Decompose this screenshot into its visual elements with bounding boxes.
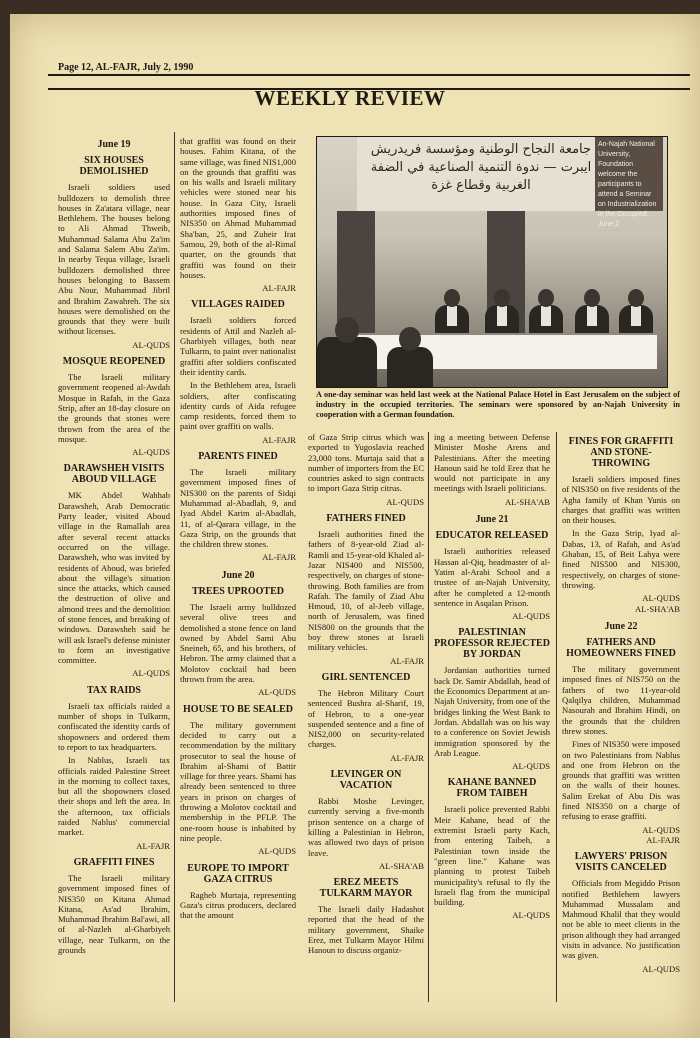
person-foreground xyxy=(317,317,377,388)
paragraph: MK Abdel Wahhab Darawsheh, Arab Democratic Party leader, visited Aboud village in the Ramallah area after several recent attacks occurred on the village. Darawsheh, who was invited by residents of Aboud, was briefed about the village's situation since the attacks, which caused the destruction of olive and almond trees and the demolition of stone fences, and breaking of windows. Darawsheh said he will ask Israel's defense minister to form an investigative committee. xyxy=(58,490,170,666)
paragraph: In Nablus, Israeli tax officials raided Palestine Street in the morning to collect taxes, but all the shopowners closed their shops and left the area. In the afternoon, tax officials raided Nablus' commercial market. xyxy=(58,755,170,838)
paragraph: Israeli soldiers forced residents of Attil and Nazleh al-Gharbiyeh villages, both near Tulkarm, to paint over nationalist graffiti after soldiers confiscated their identity cards. xyxy=(180,315,296,377)
paragraph: Rabbi Moshe Levinger, currently serving a five-month prison sentence on a charge of killing a Palestinian in Hebron, was allowed two days of prison leave. xyxy=(308,796,424,858)
paragraph: Fines of NIS350 were imposed on two Palestinians from Nablus and one from Hebron on the grounds that graffiti was written on the walls of their houses. Salim Erekat of Abu Dis was fined NIS350 on a charge of refusing to erase graffiti. xyxy=(562,739,680,822)
paragraph: Israeli soldiers used bulldozers to demolish three houses in Za'atara village, near Bethlehem. The houses belong to Ali Ahmad Thweib, Muhammad Salama Abu Za'im and Salama Salem Abu Za'im. In nearby Tequa village, Israeli bulldozers demolished three houses belonging to Bassem Abu Nour, Muhammad Jibril and Ibrahim Zawahreh. The six houses were demolished on the grounds that they were built without licenses. xyxy=(58,182,170,337)
paragraph: The Israeli military government reopened al-Awdah Mosque in Rafah, in the Gaza Strip, after an 18-day closure on the grounds that stones were thrown from the area of the mosque. xyxy=(58,372,170,444)
paragraph: that graffiti was found on their houses. Fahim Kitana, of the same village, was fined NIS1,000 on the grounds that graffiti was on his walls and Israeli military vehicles were stoned near his house. In Gaza City, Israeli authorities imposed fines of NIS350 on Ahmad Muhammad Sha'ban, 25, and Zuheir Irat Samou, 29, both of the al-Rimal quarter, on the grounds that graffiti was found on their houses. xyxy=(180,136,296,280)
paragraph: In the Gaza Strip, Iyad al-Dabas, 13, of Rafah, and As'ad Ghaban, 15, of Beit Lahya were fined NIS500 and NIS300, respectively, on charges of stone-throwing. xyxy=(562,528,680,590)
column-rule xyxy=(556,432,557,1002)
headline: KAHANE BANNED FROM TAIBEH xyxy=(447,777,537,800)
headline: FATHERS FINED xyxy=(326,513,406,525)
source-credit: AL-QUDS xyxy=(386,496,424,507)
source-credit: AL-QUDS xyxy=(642,963,680,974)
source-credit: AL-FAJR xyxy=(262,283,296,294)
section-title: WEEKLY REVIEW xyxy=(254,86,446,110)
paragraph: Israeli tax officials raided a number of shops in Tulkarm, confiscated the identity cards of shopowners and ordered them to report to tax headquarters. xyxy=(58,700,170,752)
headline: SIX HOUSES DEMOLISHED xyxy=(79,155,149,178)
source-credit: AL-FAJR xyxy=(136,840,170,851)
paragraph: Jordanian authorities turned back Dr. Samir Abdallah, head of the Economics Department at an-Najah University, from one of the bridges linking the West Bank to Jordan. Abdallah was on his way to a conference on Soviet Jewish immigration sponsored by the Arab League. xyxy=(434,665,550,758)
source-credit: AL-FAJR xyxy=(390,752,424,763)
headline: TAX RAIDS xyxy=(87,684,141,696)
source-credit: AL-QUDS xyxy=(642,593,680,604)
paragraph: Israeli authorities fined the fathers of 8-year-old Ziad al-Ramli and 15-year-old Khaled al-Jazar NIS400 and NIS500, respectively, on charges of stone-throwing. Both families are from Rafah. The family of Ziad Abu Hmoud, 10, of al-Jeeb village, north of Jerusalem, was fined NIS800 on the grounds that the boy threw stones at Israeli military vehicles. xyxy=(308,529,424,653)
arabic-banner-text: جامعة النجاح الوطنية ومؤسسة فريدريش ايبرت — ندوة التنمية الصناعية في الضفة الغربية وقطاع غزة xyxy=(370,142,592,193)
headline: EUROPE TO IMPORT GAZA CITRUS xyxy=(187,862,289,885)
header-rule-top xyxy=(48,74,690,76)
source-credit: AL-QUDS xyxy=(258,687,296,698)
headline: VILLAGES RAIDED xyxy=(191,299,285,311)
paragraph: The Israeli army bulldozed several olive trees and demolished a stone fence on land owned by Abdel Sami Abu Sneineh, 65, and his brothers, of Hebron. The army claimed that a Molotov cocktail had been thrown from the area. xyxy=(180,601,296,685)
headline: MOSQUE REOPENED xyxy=(62,356,166,368)
source-credit: AL-SHA'AB xyxy=(635,603,680,614)
source-credit: AL-FAJR xyxy=(390,655,424,666)
person-foreground xyxy=(387,327,433,388)
headline: FATHERS AND HOMEOWNERS FINED xyxy=(566,637,676,660)
conference-table xyxy=(337,333,657,369)
date-heading: June 21 xyxy=(475,514,509,526)
headline: LAWYERS' PRISON VISITS CANCELED xyxy=(574,851,668,874)
source-credit: AL-QUDS xyxy=(512,761,550,772)
column-5 xyxy=(562,432,680,980)
headline: TREES UPROOTED xyxy=(192,585,284,597)
paragraph: of Gaza Strip citrus which was exported to Yugoslavia reached 23,000 tons. Murtaja said that a number of importers from the EC countries asked to sign contracts to import Gaza Strip citrus. xyxy=(308,432,424,494)
source-credit: AL-QUDS xyxy=(642,824,680,835)
page-header: Page 12, AL-FAJR, July 2, 1990 xyxy=(58,62,194,73)
source-credit: AL-QUDS xyxy=(258,846,296,857)
column-rule xyxy=(174,132,175,1002)
paragraph: Israeli police prevented Rabbi Meir Kahane, head of the extremist Israeli party Kach, from entering Taibeh, a Palestinian town inside the "green line." Kahane was planning to protest Taibeh municipality's refusal to fly the Israeli flag from the municipal building. xyxy=(434,804,550,908)
source-credit: AL-FAJR xyxy=(262,552,296,563)
paragraph: The Israeli military government imposed fines of NIS300 on the parents of Sidqi Muhammad al-Abadlah, 9, and Iyad Abdel Karim al-Abadlah, 11, of al-Qarara village, in the Gaza Strip, on the grounds that the children threw stones. xyxy=(180,467,296,550)
headline: GRAFFITI FINES xyxy=(73,856,155,868)
headline: PALESTINIAN PROFESSOR REJECTED BY JORDAN xyxy=(434,627,550,661)
headline: EREZ MEETS TULKARM MAYOR xyxy=(319,877,413,900)
column-3 xyxy=(308,432,424,959)
headline: LEVINGER ON VACATION xyxy=(330,769,402,792)
headline: HOUSE TO BE SEALED xyxy=(183,703,293,715)
paragraph: Ragheb Murtaja, representing Gaza's citrus producers, declared that the amount xyxy=(180,889,296,921)
english-sign: An-Najah National University, Foundation welcome the participants to attend a Seminar on Industrialization in the Occupied... June 2 xyxy=(595,137,663,211)
source-credit: AL-QUDS xyxy=(132,339,170,350)
paragraph: Officials from Megiddo Prison notified Bethlehem lawyers Muhammad Mussalam and Mahmoud Khalil that they would not be able to meet clients in the prison although they had arranged visits in advance. No justification was given. xyxy=(562,878,680,961)
date-heading: June 19 xyxy=(97,139,131,150)
paragraph: Israeli authorities released Hassan al-Qiq, headmaster of al-Yatim al-Arabi School and a trustee of an-Najah University, after he completed a 12-month sentence in Asqalan Prison. xyxy=(434,546,550,608)
source-credit: AL-QUDS xyxy=(512,910,550,921)
column-rule xyxy=(428,432,429,1002)
headline: DARAWSHEH VISITS ABOUD VILLAGE xyxy=(63,463,165,486)
column-1 xyxy=(58,132,170,958)
date-heading: June 22 xyxy=(604,620,638,632)
paragraph: ing a meeting between Defense Minister Moshe Arens and Palestinians. After the meeting Hanoun said he told Erez that he would not participate in any meetings with Israeli politicians. xyxy=(434,432,550,494)
paragraph: The military government decided to carry out a recommendation by the military prosecutor to seal the house of Ibrahim al-Shami of Battir village for three years. Shami has already been sentenced to three years in prison on charges of throwing a Molotov cocktail and membership in the PFLP. The one-room house is inhabited by nine people. xyxy=(180,719,296,843)
paragraph: The Israeli daily Hadashot reported that the head of the military government, Shaike Erez, met Tulkarm Mayor Hilmi Hanoun to discuss organiz- xyxy=(308,904,424,956)
date-heading: June 20 xyxy=(221,569,255,581)
headline: GIRL SENTENCED xyxy=(321,671,411,683)
source-credit: AL-QUDS xyxy=(132,447,170,458)
photo-caption: A one-day seminar was held last week at the National Palace Hotel in East Jerusalem on the subject of industry in the occupied territories. The seminars were sponsored by an-Najah University in cooperation with a German foundation. xyxy=(316,390,680,419)
column-4 xyxy=(434,432,550,927)
paragraph: The military government imposed fines of NIS750 on the fathers of two 11-year-old Qalqilya children, Muhammad Nasourah and Ibrahim Hindi, on the grounds that the children threw stones. xyxy=(562,664,680,736)
source-credit: AL-SHA'AB xyxy=(505,496,550,507)
source-credit: AL-QUDS xyxy=(132,668,170,679)
source-credit: AL-FAJR xyxy=(262,434,296,445)
source-credit: AL-FAJR xyxy=(646,834,680,845)
seminar-photo xyxy=(316,136,668,388)
source-credit: AL-QUDS xyxy=(512,611,550,622)
paragraph: In the Bethlehem area, Israeli soldiers, after confiscating identity cards of Aida refugee camp residents, forced them to paint over graffiti on walls. xyxy=(180,380,296,432)
source-credit: AL-SHA'AB xyxy=(379,860,424,871)
headline: EDUCATOR RELEASED xyxy=(435,530,549,542)
column-2 xyxy=(180,136,296,923)
headline: PARENTS FINED xyxy=(198,451,278,463)
paragraph: The Hebron Military Court sentenced Bushra al-Sharif, 19, of Hebron, to a one-year suspended sentence and a fine of NIS2,000 on security-related charges. xyxy=(308,687,424,750)
headline: FINES FOR GRAFFITI AND STONE-THROWING xyxy=(568,436,674,469)
paragraph: Israeli soldiers imposed fines of NIS350 on five residents of the Agha family of Khan Yunis on charges that graffiti was written on their houses. xyxy=(562,474,680,526)
paragraph: The Israeli military government imposed fines of NIS350 on Kitana Ahmad Kitana, As'ad Ibrahim, Muhammad Ibrahim Bal'awi, all of al-Nazleh al-Gharbiyeh village, near Tulkarm, on the grounds xyxy=(58,872,170,955)
